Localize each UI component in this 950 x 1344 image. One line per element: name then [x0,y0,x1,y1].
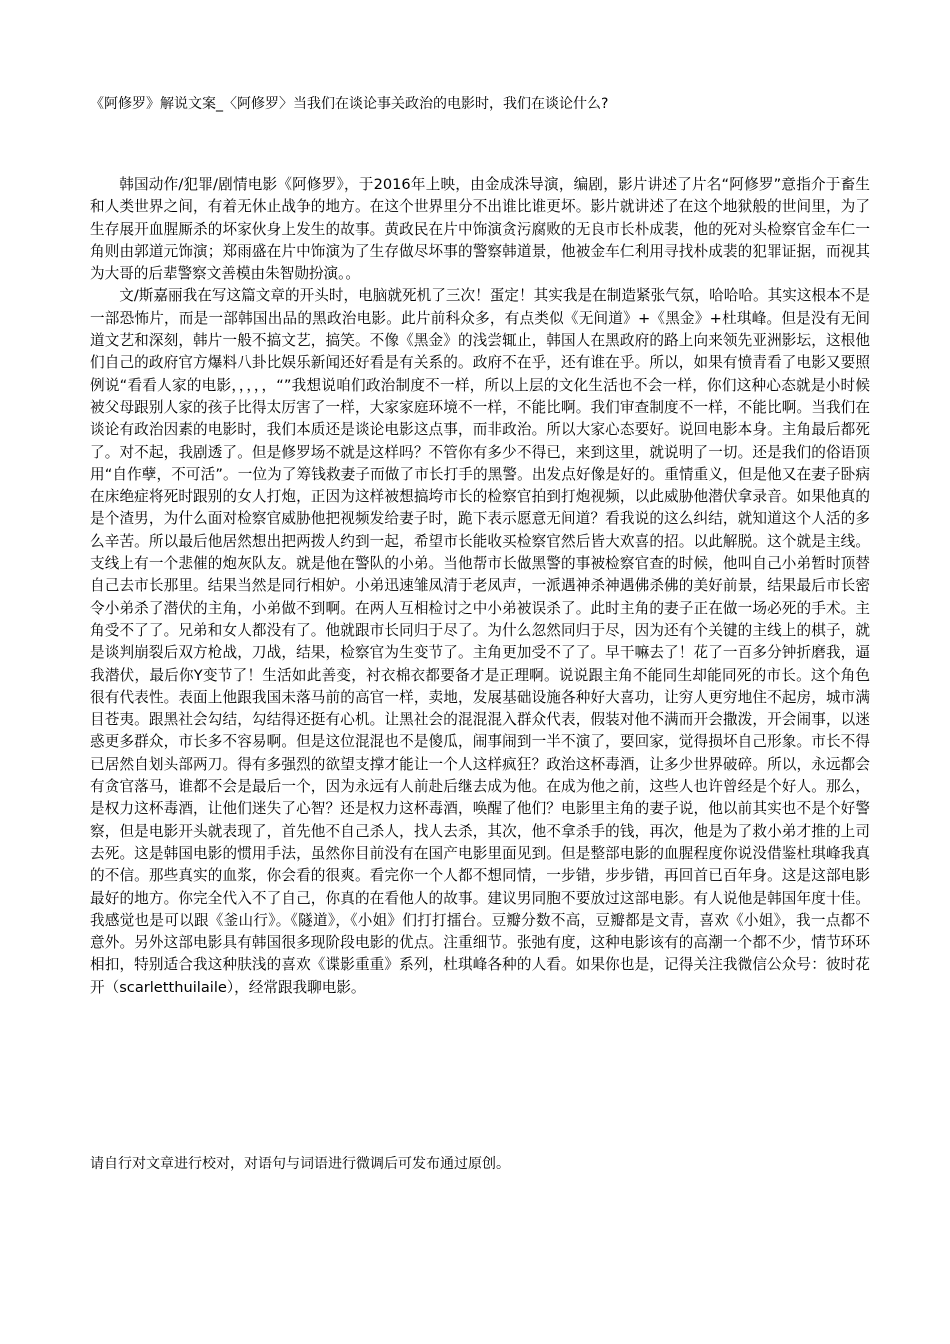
document-title: 《阿修罗》解说文案_〈阿修罗〉当我们在谈论事关政治的电影时，我们在谈论什么? [90,96,609,112]
paragraph-review: 文/斯嘉丽我在写这篇文章的开头时，电脑就死机了三次！蛋定！其实我是在制造紧张气氛，哈哈哈。其实这根本不是一部恐怖片，而是一部韩国出品的黑政治电影。此片前科众多，有点类似《无间道》+《黑金》+杜琪峰。但是没有无间道文艺和深刻，韩片一般不搞文艺，搞笑。不像《黑金》的浅尝辄止，韩国人在黑政府的路上向来领先亚洲影坛，这根他们自己的政府官方爆料八卦比娱乐新闻还好看是有关系的。政府不在乎，还有谁在乎。所以，如果有愤青看了电影又要照例说“看看人家的电影，，，，，“”我想说咱们政治制度不一样，所以上层的文化生活也不会一样，你们这种心态就是小时候被父母跟别人家的孩子比得太厉害了一样，大家家庭环境不一样，不能比啊。我们审查制度不一样，不能比啊。当我们在谈论有政治因素的电影时，我们本质还是谈论电影这点事，而非政治。所以大家心态要好。说回电影本身。主角最后都死了。对不起，我剧透了。但是修罗场不就是这样吗？不管你有多少不得已，来到这里，就说明了一切。还是我们的俗语顶用“自作孽，不可活”。一位为了筹钱救妻子而做了市长打手的黑警。出发点好像是好的。重情重义，但是他又在妻子卧病在床绝症将死时跟别的女人打炮，正因为这样被想搞垮市长的检察官拍到打炮视频，以此威胁他潜伏拿录音。如果他真的是个渣男，为什么面对检察官威胁他把视频发给妻子时，跪下表示愿意无间道？看我说的这么纠结，就知道这个人活的多么辛苦。所以最后他居然想出把两拨人约到一起，希望市长能收买检察官然后皆大欢喜的招。以此解脱。这个就是主线。支线上有一个悲催的炮灰队友。就是他在警队的小弟。当他帮市长做黑警的事被检察官查的时候，他叫自己小弟暂时顶替自己去市长那里。结果当然是同行相妒。小弟迅速雏凤清于老凤声，一派遇神杀神遇佛杀佛的美好前景，结果最后市长密令小弟杀了潜伏的主角，小弟做不到啊。在两人互相检讨之中小弟被误杀了。此时主角的妻子正在做一场必死的手术。主角受不了了。兄弟和女人都没有了。他就跟市长同归于尽了。为什么忽然同归于尽，因为还有个关键的主线上的棋子，就是谈判崩裂后双方枪战，刀战，结果，检察官为生变节了。主角更加受不了了。早干嘛去了！花了一百多分钟折磨我，逼我潜伏，最后你Y变节了！生活如此善变，衬衣棉衣都要备才是正理啊。说说跟主角不能同生却能同死的市长。这个角色很有代表性。表面上他跟我国未落马前的高官一样，卖地，发展基础设施各种好大喜功，让穷人更穷地住不起房，城市满目苍夷。跟黑社会勾结，勾结得还挺有心机。让黑社会的混混混入群众代表，假装对他不满而开会撒泼，开会闹事，以迷惑更多群众，市长多不容易啊。但是这位混混也不是傻瓜，闹事闹到一半不演了，要回家，觉得损坏自己形象。市长不得已居然自划头部两刀。得有多强烈的欲望支撑才能让一个人这样疯狂？政治这杯毒酒，让多少世界破碎。所以，永远都会有贪官落马，谁都不会是最后一个，因为永远有人前赴后继去成为他。在成为他之前，这些人也许曾经是个好人。那么，是权力这杯毒酒，让他们迷失了心智？还是权力这杯毒酒，唤醒了他们？电影里主角的妻子说，他以前其实也不是个好警察，但是电影开头就表现了，首先他不自己杀人，找人去杀，其次，他不拿杀手的钱，再次，他是为了救小弟才推的上司去死。这是韩国电影的惯用手法，虽然你目前没有在国产电影里面见到。但是整部电影的血腥程度你说没借鉴杜琪峰我真的不信。那些真实的血浆，你会看的很爽。看完你一个人都不想同情，一步错，步步错，再回首已百年身。这是这部电影最好的地方。你完全代入不了自己，你真的在看他人的故事。建议男同胞不要放过这部电影。有人说他是韩国年度十佳。我感觉也是可以跟《釜山行》。《隧道》，《小姐》们打打擂台。豆瓣分数不高，豆瓣都是文青，喜欢《小姐》，我一点都不意外。另外这部电影具有韩国很多现阶段电影的优点。注重细节。张弛有度，这种电影该有的高潮一个都不少，情节环环相扣，特别适合我这种肤浅的喜欢《谍影重重》系列，杜琪峰各种的人看。如果你也是，记得关注我微信公众号：彼时花开（scarletthuilaile），经常跟我聊电影。 [90,287,870,996]
paragraph-intro: 韩国动作/犯罪/剧情电影《阿修罗》，于2016年上映，由金成洙导演，编剧，影片讲述了片名“阿修罗”意指介于畜生和人类世界之间，有着无休止战争的地方。在这个世界里分不出谁比谁更坏。影片就讲述了在这个地狱般的世间里，为了生存展开血腥厮杀的坏家伙身上发生的故事。黄政民在片中饰演贪污腐败的无良市长朴成裴，他的死对头检察官金车仁一角则由郭道元饰演；郑雨盛在片中饰演为了生存做尽坏事的警察韩道景，他被金车仁利用寻找朴成裴的犯罪证据，而视其为大哥的后辈警察文善模由朱智勋扮演。。 [90,176,870,283]
footer-note: 请自行对文章进行校对，对语句与词语进行微调后可发布通过原创。 [90,1156,510,1172]
document-body [90,174,870,999]
